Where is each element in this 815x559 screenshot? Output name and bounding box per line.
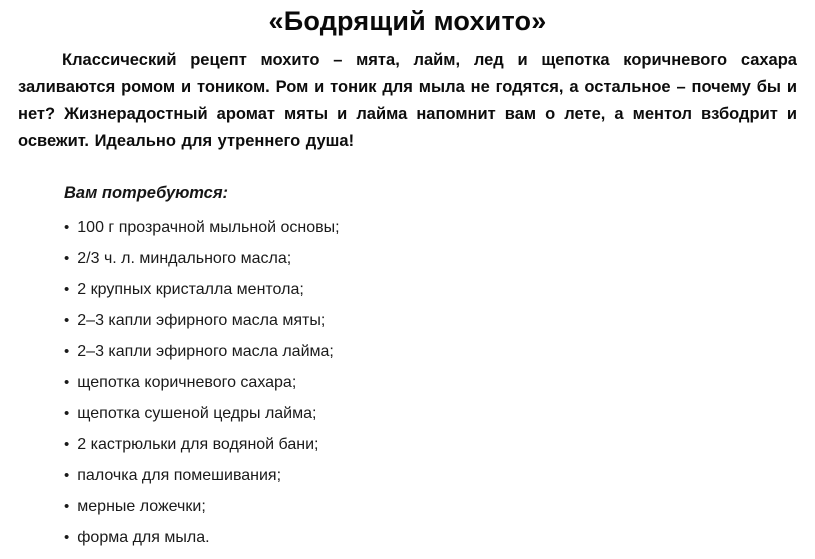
requirements-list — [64, 218, 815, 547]
list-item-text: щепотка коричневого сахара; — [77, 374, 297, 391]
list-item-text: форма для мыла. — [77, 529, 210, 546]
list-item — [64, 280, 815, 299]
bullet-icon: • — [64, 467, 70, 484]
bullet-icon: • — [64, 405, 70, 422]
bullet-icon: • — [64, 436, 70, 453]
list-item — [64, 466, 815, 485]
list-item — [64, 249, 815, 268]
bullet-icon: • — [64, 312, 70, 329]
list-item — [64, 373, 815, 392]
list-item — [64, 218, 815, 237]
bullet-icon: • — [64, 374, 70, 391]
list-item — [64, 311, 815, 330]
list-item-text: палочка для помешивания; — [77, 467, 282, 484]
list-item-text: мерные ложечки; — [77, 498, 206, 515]
list-item — [64, 342, 815, 361]
bullet-icon: • — [64, 498, 70, 515]
list-item — [64, 435, 815, 454]
list-item-text: 100 г прозрачной мыльной основы; — [77, 219, 340, 236]
list-item-text: 2 кастрюльки для водяной бани; — [77, 436, 319, 453]
bullet-icon: • — [64, 250, 70, 267]
intro-paragraph: Классический рецепт мохито – мята, лайм, лед и щепотка коричневого сахара заливаются ромом и тоником. Ром и тоник для мыла не годятся, а остальное – почему бы и нет? Жизнерадостный аромат мяты и лайма напомнит вам о лете, а ментол взбодрит и освежит. Идеально для утреннего душа! — [18, 51, 797, 150]
list-item-text: 2/3 ч. л. миндального масла; — [77, 250, 292, 267]
page-title: «Бодрящий мохито» — [268, 6, 547, 36]
list-item-text: 2 крупных кристалла ментола; — [77, 281, 304, 298]
list-item-text: 2–3 капли эфирного масла лайма; — [77, 343, 334, 360]
list-item — [64, 404, 815, 423]
bullet-icon: • — [64, 529, 70, 546]
list-item-text: 2–3 капли эфирного масла мяты; — [77, 312, 326, 329]
requirements-heading: Вам потребуются: — [64, 184, 229, 202]
list-item — [64, 497, 815, 516]
list-item — [64, 528, 815, 547]
bullet-icon: • — [64, 219, 70, 236]
list-item-text: щепотка сушеной цедры лайма; — [77, 405, 317, 422]
bullet-icon: • — [64, 281, 70, 298]
bullet-icon: • — [64, 343, 70, 360]
